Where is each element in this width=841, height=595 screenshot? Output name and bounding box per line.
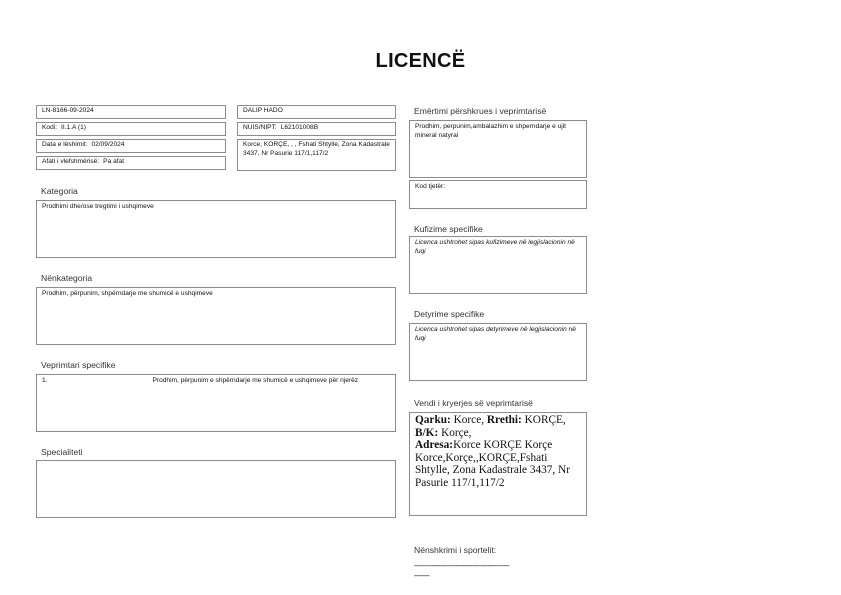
activity-name-label: Emërtimi përshkrues i veprimtarisë: [414, 106, 547, 116]
signature-line-continued: -------: [414, 571, 430, 580]
issue-date-field: [36, 139, 226, 153]
category-label: Kategoria: [41, 186, 78, 196]
issue-date-value: 02/09/2024: [91, 141, 125, 148]
speciality-label: Specialiteti: [41, 447, 83, 457]
obligations-box: Licenca ushtrohet sipas detyrimeve në legjislacionin në fuqi: [409, 323, 587, 381]
nuis-value: L62101008B: [280, 124, 319, 131]
district-label: Rrethi:: [486, 414, 522, 426]
restrictions-box: Licenca ushtrohet sipas kufizimeve në legjislacionin në fuqi: [409, 236, 587, 294]
signature-line: --------------------------------------------: [414, 561, 510, 570]
specific-activities-label: Veprimtari specifike: [41, 360, 116, 370]
license-code-value: II.1.A (1): [61, 124, 86, 131]
nuis-field: [237, 122, 396, 136]
holder-address-field: Korce, KORÇE, , , Fshati Shtylle, Zona Kadastrale 3437, Nr Pasurie 117/1,117/2: [237, 139, 396, 171]
nuis-label: NUIS/NIPT:: [243, 124, 277, 131]
signature-label: Nënshkrimi i sportelit:: [414, 545, 497, 555]
location-label: Vendi i kryerjes së veprimtarisë: [414, 398, 533, 408]
holder-name-field: DALIP HADO: [237, 105, 396, 119]
validity-field: [36, 156, 226, 170]
obligations-label: Detyrime specifike: [414, 309, 485, 319]
validity-label: Afati i vlefshmërisë:: [42, 158, 100, 165]
issue-date-label: Data e lëshimit:: [42, 141, 88, 148]
license-code-field: [36, 122, 226, 136]
subcategory-label: Nënkategoria: [41, 273, 93, 283]
speciality-box: [36, 460, 396, 518]
address-label: Adresa:: [415, 439, 454, 452]
unit-value: Korçe,: [441, 426, 472, 439]
location-box: [409, 412, 587, 516]
county-label: Qarku:: [415, 414, 451, 426]
activity-number: 1.: [42, 377, 48, 384]
license-code-label: Kodi:: [42, 124, 58, 131]
other-code-box: Kod tjetër:: [409, 180, 587, 209]
activity-name-box: Prodhim, perpunim,ambalazhim e shperndarje e ujit mineral natyral: [409, 120, 587, 178]
unit-label: B/K:: [415, 426, 439, 439]
subcategory-box: Prodhim, përpunim, shpërndarje me shumicë e ushqimeve: [36, 287, 396, 345]
activity-text: Prodhim, përpunim e shpërndarje me shumicë e ushqimeve për njerëz: [152, 377, 359, 384]
county-value: Korce,: [453, 414, 485, 426]
restrictions-label: Kufizime specifike: [414, 224, 483, 234]
document-title: LICENCË: [375, 50, 466, 72]
specific-activities-box: [36, 374, 396, 432]
validity-value: Pa afat: [103, 158, 125, 165]
category-box: Prodhimi dhe/ose tregtimi i ushqimeve: [36, 200, 396, 258]
address-value: Korce KORÇE Korçe Korce,Korçe,,KORÇE,Fshati Shtylle, Zona Kadastrale 3437, Nr Pasurie 117/1,117/2: [415, 439, 570, 489]
district-value: KORÇE,: [524, 414, 566, 426]
license-number-field: LN-8166-09-2024: [36, 105, 226, 119]
